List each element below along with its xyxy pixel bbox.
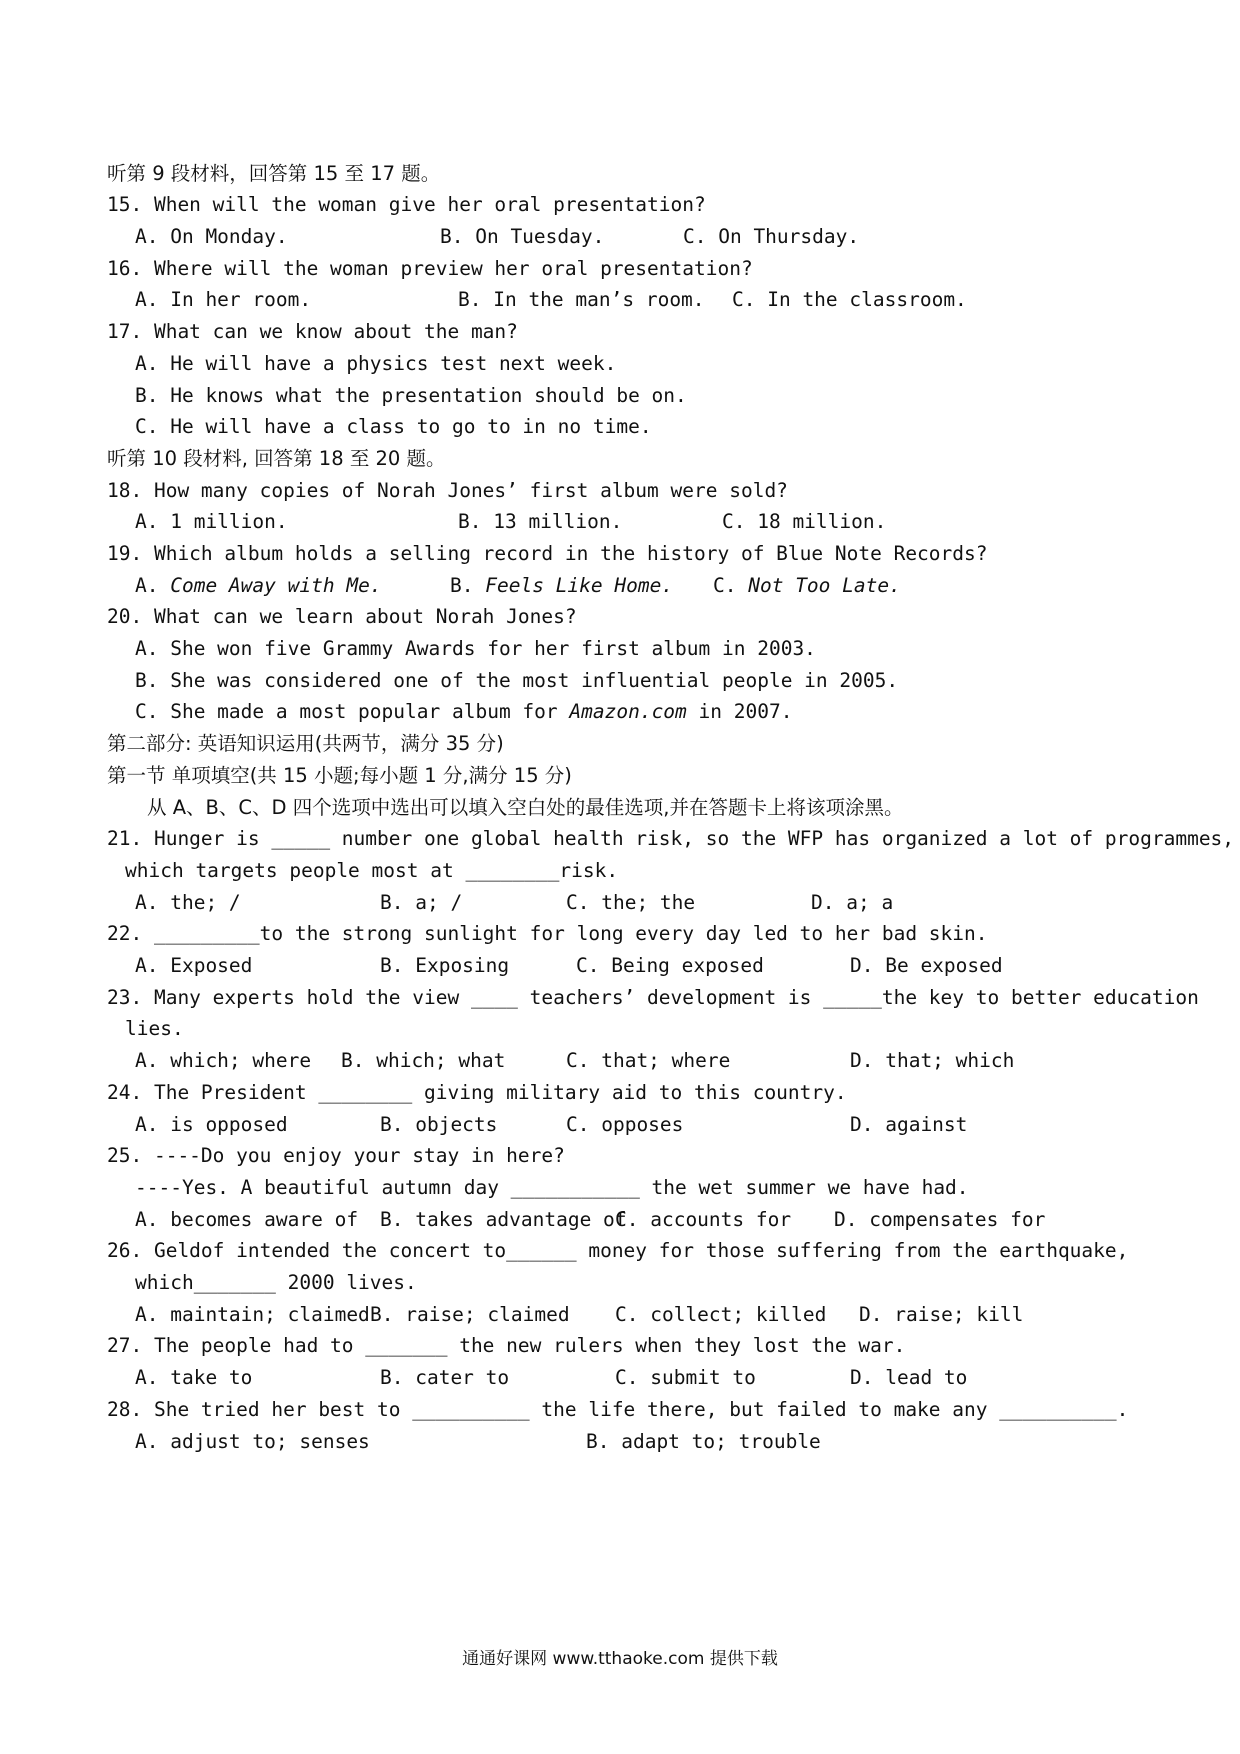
option-c: C. On Thursday. bbox=[683, 225, 860, 248]
question-stem: 16. Where will the woman preview her oral presentation? bbox=[107, 257, 753, 280]
option-b: B. He knows what the presentation should be on. bbox=[135, 384, 687, 407]
option-a: A. which; where bbox=[135, 1049, 312, 1072]
section-heading: 第一节 单项填空(共 15 小题;每小题 1 分,满分 15 分) bbox=[107, 764, 572, 787]
option-c: C. accounts for bbox=[615, 1208, 792, 1231]
option-b: B. takes advantage of bbox=[380, 1208, 627, 1231]
option-letter: B. bbox=[450, 574, 474, 597]
question-stem: 28. She tried her best to __________ the life there, but failed to make any __________. bbox=[107, 1398, 1129, 1421]
section-instructions: 从 A、B、C、D 四个选项中选出可以填入空白处的最佳选项,并在答题卡上将该项涂黑。 bbox=[147, 796, 904, 819]
option-d: D. lead to bbox=[850, 1366, 968, 1389]
option-text: in 2007. bbox=[686, 700, 793, 723]
option-c: C. opposes bbox=[566, 1113, 684, 1136]
option-d: D. compensates for bbox=[834, 1208, 1046, 1231]
question-stem: 19. Which album holds a selling record in the history of Blue Note Records? bbox=[107, 542, 988, 565]
option-letter: C. bbox=[713, 574, 737, 597]
question-stem: 15. When will the woman give her oral presentation? bbox=[107, 193, 706, 216]
option-c bbox=[135, 699, 792, 725]
option-letter: A. bbox=[135, 574, 159, 597]
option-b: B. 13 million. bbox=[458, 510, 623, 533]
option-b: B. Exposing bbox=[380, 954, 510, 977]
option-b: B. raise; claimed bbox=[370, 1303, 570, 1326]
option-c: C. He will have a class to go to in no time. bbox=[135, 415, 652, 438]
option-d: D. that; which bbox=[850, 1049, 1015, 1072]
question-stem: 18. How many copies of Norah Jones’ first album were sold? bbox=[107, 479, 788, 502]
option-c: C. the; the bbox=[566, 891, 696, 914]
option-b: B. a; / bbox=[380, 891, 463, 914]
option-a: A. She won five Grammy Awards for her first album in 2003. bbox=[135, 637, 816, 660]
option-d: D. raise; kill bbox=[859, 1303, 1024, 1326]
option-a: A. 1 million. bbox=[135, 510, 288, 533]
option-b: B. On Tuesday. bbox=[440, 225, 605, 248]
question-stem-cont: which targets people most at ________risk. bbox=[125, 859, 619, 882]
album-title: Feels Like Home. bbox=[485, 574, 674, 597]
option-d: D. against bbox=[850, 1113, 968, 1136]
option-d: D. Be exposed bbox=[850, 954, 1003, 977]
option-c: C. In the classroom. bbox=[732, 288, 967, 311]
option-a: A. He will have a physics test next week. bbox=[135, 352, 617, 375]
question-stem: 24. The President ________ giving military aid to this country. bbox=[107, 1081, 847, 1104]
website-name: Amazon.com bbox=[569, 700, 687, 723]
question-stem: 26. Geldof intended the concert to______ money for those suffering from the earthquake, bbox=[107, 1239, 1129, 1262]
option-b: B. adapt to; trouble bbox=[586, 1430, 821, 1453]
album-title: Come Away with Me. bbox=[170, 574, 382, 597]
option-a: A. the; / bbox=[135, 891, 241, 914]
option-b: B. which; what bbox=[341, 1049, 506, 1072]
option-b bbox=[450, 573, 673, 599]
option-c bbox=[713, 573, 901, 599]
question-stem: 20. What can we learn about Norah Jones? bbox=[107, 605, 577, 628]
option-b: B. In the man’s room. bbox=[458, 288, 705, 311]
option-d: D. a; a bbox=[811, 891, 894, 914]
page-footer: 通通好课网 www.tthaoke.com 提供下载 bbox=[462, 1649, 778, 1669]
option-a: A. take to bbox=[135, 1366, 253, 1389]
option-b: B. cater to bbox=[380, 1366, 510, 1389]
part-heading: 第二部分: 英语知识运用(共两节，满分 35 分) bbox=[107, 732, 504, 755]
section-heading: 听第 9 段材料，回答第 15 至 17 题。 bbox=[107, 162, 441, 185]
option-a: A. becomes aware of bbox=[135, 1208, 359, 1231]
option-b: B. She was considered one of the most influential people in 2005. bbox=[135, 669, 899, 692]
option-a: A. is opposed bbox=[135, 1113, 288, 1136]
option-c: C. collect; killed bbox=[615, 1303, 827, 1326]
option-c: C. submit to bbox=[615, 1366, 756, 1389]
option-a: A. Exposed bbox=[135, 954, 253, 977]
option-a: A. maintain; claimed bbox=[135, 1303, 370, 1326]
option-a: A. In her room. bbox=[135, 288, 312, 311]
question-stem: 23. Many experts hold the view ____ teachers’ development is _____the key to better education bbox=[107, 986, 1199, 1009]
option-b: B. objects bbox=[380, 1113, 498, 1136]
question-stem: 25. ----Do you enjoy your stay in here? bbox=[107, 1144, 565, 1167]
question-stem: 17. What can we know about the man? bbox=[107, 320, 518, 343]
question-stem: 21. Hunger is _____ number one global health risk, so the WFP has organized a lot of programmes, bbox=[107, 827, 1235, 850]
option-a: A. adjust to; senses bbox=[135, 1430, 370, 1453]
option-text: C. She made a most popular album for bbox=[135, 700, 570, 723]
question-stem: 27. The people had to _______ the new rulers when they lost the war. bbox=[107, 1334, 906, 1357]
question-stem-cont: ----Yes. A beautiful autumn day ___________ the wet summer we have had. bbox=[135, 1176, 969, 1199]
question-stem-cont: lies. bbox=[125, 1017, 184, 1040]
question-stem: 22. _________to the strong sunlight for long every day led to her bad skin. bbox=[107, 922, 988, 945]
option-a bbox=[135, 573, 382, 599]
option-c: C. Being exposed bbox=[576, 954, 764, 977]
section-heading: 听第 10 段材料, 回答第 18 至 20 题。 bbox=[107, 447, 446, 470]
question-stem-cont: which_______ 2000 lives. bbox=[135, 1271, 417, 1294]
album-title: Not Too Late. bbox=[748, 574, 901, 597]
option-c: C. 18 million. bbox=[722, 510, 887, 533]
option-a: A. On Monday. bbox=[135, 225, 288, 248]
option-c: C. that; where bbox=[566, 1049, 731, 1072]
